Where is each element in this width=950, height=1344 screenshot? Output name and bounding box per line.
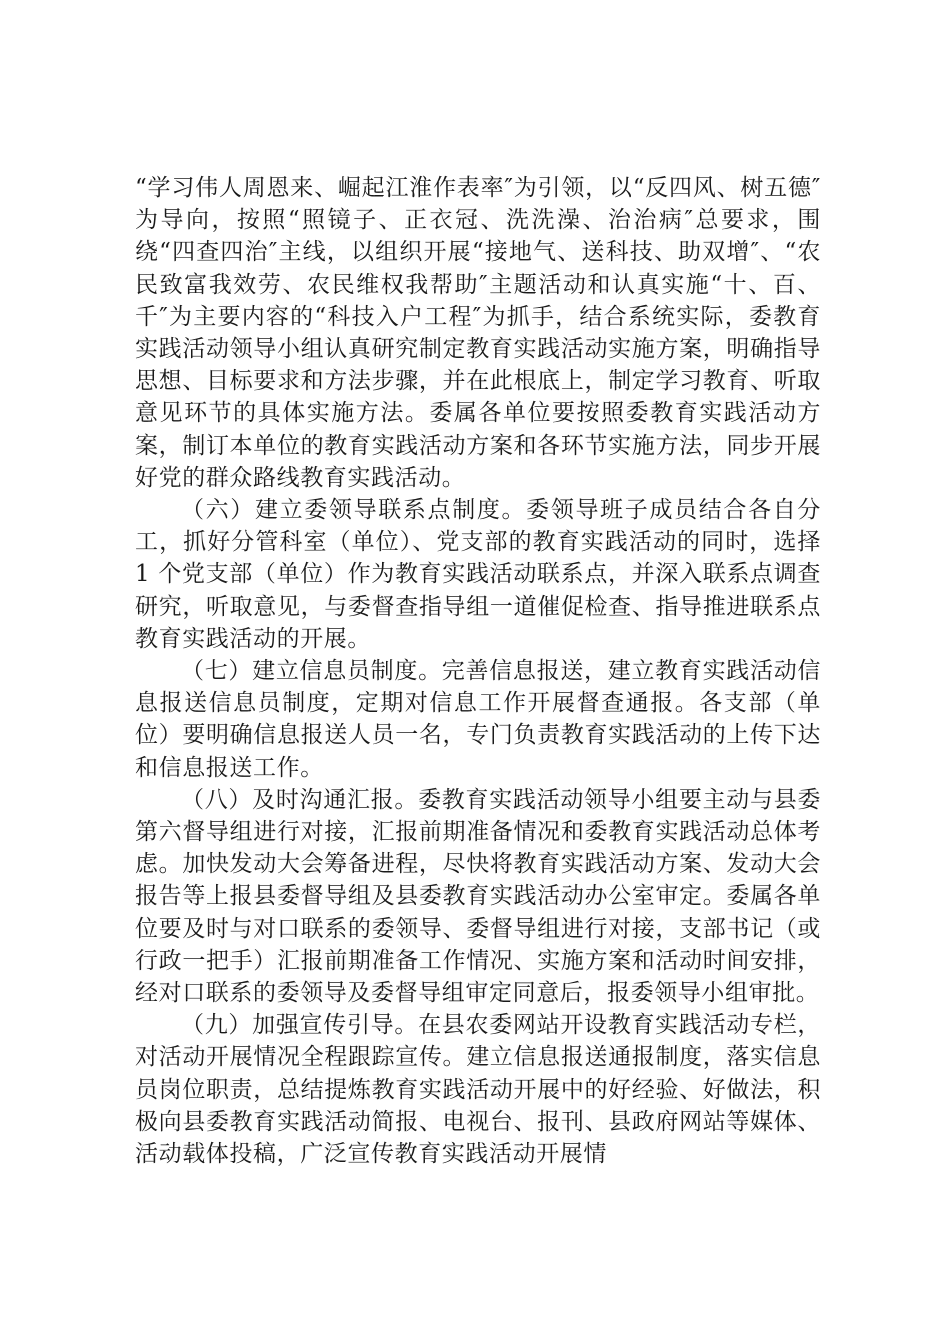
paragraph-item-six: （六）建立委领导联系点制度。委领导班子成员结合各自分工，抓好分管科室（单位）、党支部的教育实践活动的同时，选择 1 个党支部（单位）作为教育实践活动联系点，并深入联系点调查研究，听取意见，与委督查指导组一道催促检查、指导推进联系点教育实践活动的开展。 xyxy=(135,497,821,652)
paragraph-continued: “学习伟人周恩来、崛起江淮作表率″为引领，以“反四风、树五德″为导向，按照“照镜子、正衣冠、洗洗澡、治治病″总要求，围绕“四查四治″主线，以组织开展“接地气、送科技、助双增″、“农民致富我效劳、农民维权我帮助″主题活动和认真实施“十、百、千″为主要内容的“科技入户工程″为抓手，结合系统实际，委教育实践活动领导小组认真研究制定教育实践活动实施方案，明确指导思想、目标要求和方法步骤，并在此根底上，制定学习教育、听取意见环节的具体实施方法。委属各单位要按照委教育实践活动方案，制订本单位的教育实践活动方案和各环节实施方法，同步开展好党的群众路线教育实践活动。 xyxy=(135,175,821,491)
document-body xyxy=(135,172,821,1170)
paragraph-item-nine: （九）加强宣传引导。在县农委网站开设教育实践活动专栏，对活动开展情况全程跟踪宣传。建立信息报送通报制度，落实信息员岗位职责，总结提炼教育实践活动开展中的好经验、好做法，积极向县委教育实践活动简报、电视台、报刊、县政府网站等媒体、活动载体投稿，广泛宣传教育实践活动开展情 xyxy=(135,1012,821,1168)
paragraph-item-eight: （八）及时沟通汇报。委教育实践活动领导小组要主动与县委第六督导组进行对接，汇报前期准备情况和委教育实践活动总体考虑。加快发动大会筹备进程，尽快将教育实践活动方案、发动大会报告等上报县委督导组及县委教育实践活动办公室审定。委属各单位要及时与对口联系的委领导、委督导组进行对接，支部书记（或行政一把手）汇报前期准备工作情况、实施方案和活动时间安排，经对口联系的委领导及委督导组审定同意后，报委领导小组审批。 xyxy=(135,786,821,1007)
paragraph-item-seven: （七）建立信息员制度。完善信息报送，建立教育实践活动信息报送信息员制度，定期对信息工作开展督查通报。各支部（单位）要明确信息报送人员一名，专门负责教育实践活动的上传下达和信息报送工作。 xyxy=(135,658,821,781)
